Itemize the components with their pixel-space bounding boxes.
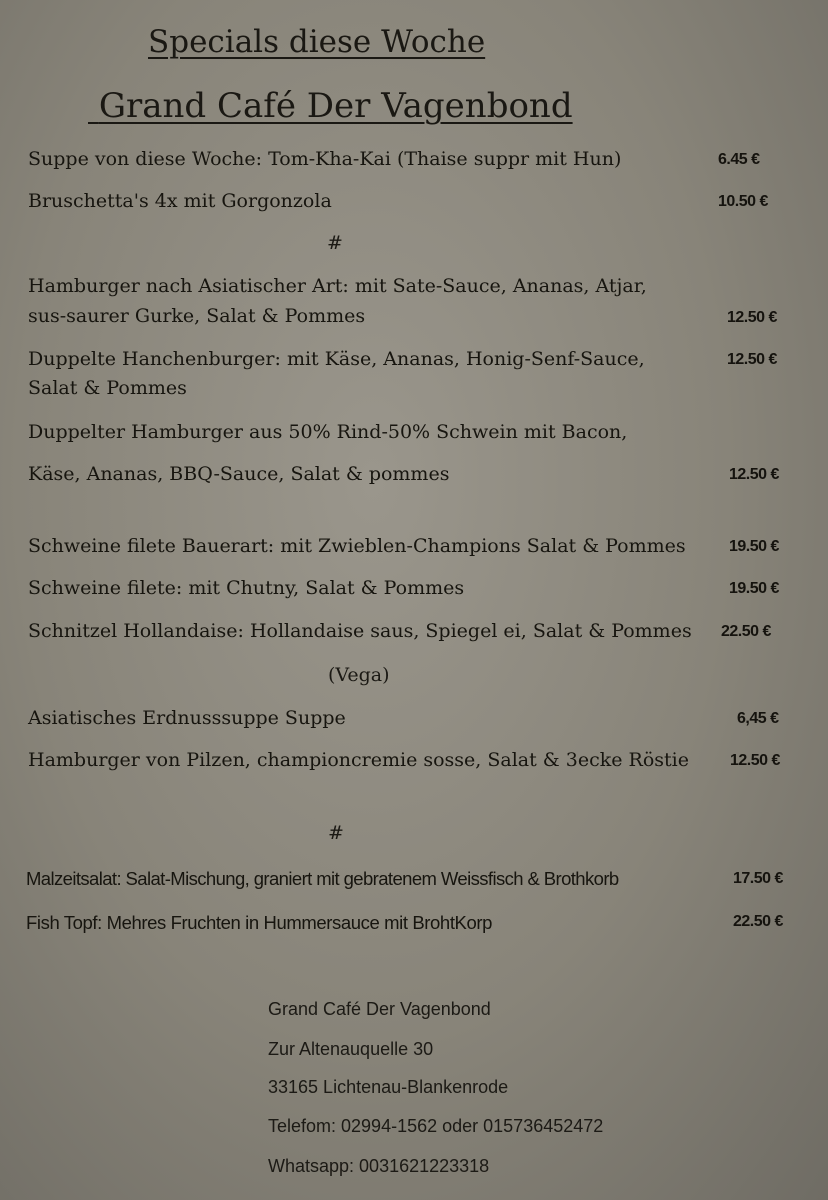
menu-item-pork-chutney: Schweine filete: mit Chutny, Salat & Pommes [28, 577, 465, 599]
menu-item-pork-farmer: Schweine filete Bauerart: mit Zwieblen-Champions Salat & Pommes [28, 535, 686, 557]
price-soup-week: 6.45 € [718, 151, 760, 168]
menu-item-meal-salad: Malzeitsalat: Salat-Mischung, graniert mit gebratenem Weissfisch & Brothkorb [26, 868, 619, 889]
price-pork-chutney: 19.50 € [729, 580, 779, 597]
price-peanut-soup: 6,45 € [737, 710, 779, 727]
menu-item-soup-week: Suppe von diese Woche: Tom-Kha-Kai (Thaise suppr mit Hun) [28, 148, 622, 170]
price-asian-burger: 12.50 € [727, 309, 777, 326]
footer-street: Zur Altenauquelle 30 [268, 1039, 434, 1059]
menu-item-asian-burger: Hamburger nach Asiatischer Art: mit Sate-Sauce, Ananas, Atjar, [28, 275, 647, 297]
price-bruschetta: 10.50 € [718, 193, 768, 210]
price-schnitzel: 22.50 € [721, 623, 771, 640]
footer-phone: Telefom: 02994-1562 oder 015736452472 [268, 1116, 604, 1136]
price-chicken-burger: 12.50 € [727, 351, 777, 368]
menu-title: Specials diese Woche [148, 24, 486, 60]
menu-item-bruschetta: Bruschetta's 4x mit Gorgonzola [28, 190, 332, 212]
separator-hash-2: # [328, 822, 344, 844]
price-meal-salad: 17.50 € [733, 870, 783, 887]
separator-hash-1: # [327, 232, 343, 254]
menu-item-fish-pot: Fish Topf: Mehres Fruchten in Hummersauce mit BrohtKorp [26, 912, 493, 933]
menu-item-peanut-soup: Asiatisches Erdnusssuppe Suppe [28, 707, 346, 729]
cafe-name-text: Grand Café Der Vagenbond [98, 86, 573, 126]
footer-cafe-name: Grand Café Der Vagenbond [268, 999, 491, 1019]
price-pork-farmer: 19.50 € [729, 538, 779, 555]
menu-item-double-burger-line2: Käse, Ananas, BBQ-Sauce, Salat & pommes [28, 463, 450, 485]
section-vega-label: (Vega) [328, 664, 390, 686]
footer-whatsapp: Whatsapp: 0031621223318 [268, 1156, 490, 1176]
menu-item-chicken-burger: Duppelte Hanchenburger: mit Käse, Ananas, Honig-Senf-Sauce, [28, 348, 645, 370]
price-fish-pot: 22.50 € [733, 913, 783, 930]
menu-item-double-burger: Duppelter Hamburger aus 50% Rind-50% Schwein mit Bacon, [28, 421, 628, 443]
cafe-name-title [88, 86, 573, 126]
price-double-burger: 12.50 € [729, 466, 779, 483]
menu-item-chicken-burger-line2: Salat & Pommes [28, 377, 187, 399]
price-mushroom-burger: 12.50 € [730, 752, 780, 769]
menu-item-schnitzel: Schnitzel Hollandaise: Hollandaise saus, Spiegel ei, Salat & Pommes [28, 620, 692, 642]
menu-item-mushroom-burger: Hamburger von Pilzen, championcremie sosse, Salat & 3ecke Röstie [28, 749, 689, 771]
menu-item-asian-burger-line2: sus-saurer Gurke, Salat & Pommes [28, 305, 366, 327]
footer-city: 33165 Lichtenau-Blankenrode [268, 1077, 509, 1097]
